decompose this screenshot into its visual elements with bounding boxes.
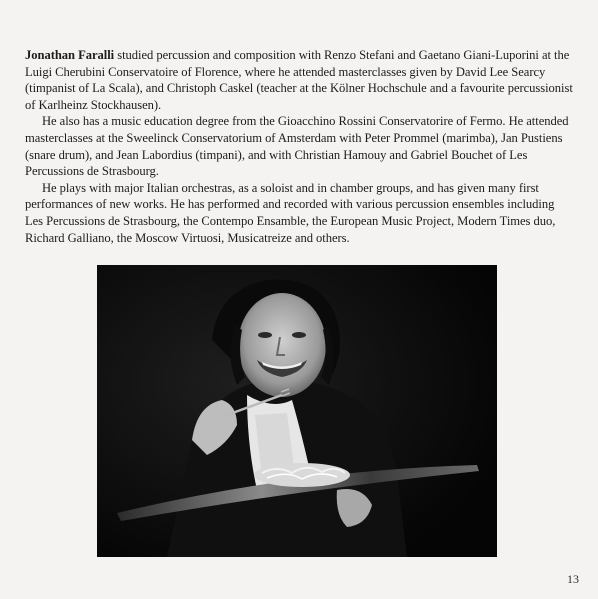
photo-illustration — [97, 265, 497, 557]
artist-name: Jonathan Faralli — [25, 48, 115, 62]
biography-text — [25, 47, 573, 246]
bio-paragraph-1-text: studied percussion and composition with Renzo Stefani and Gaetano Giani-Luporini at the Luigi Cherubini Conservatoire of Florence, where he attended masterclasses given by David Lee Searcy (timpanist of La Scala), and Christoph Caskel (teacher at the Kölner Hochschule and a favourite percussionist of Karlheinz Stockhausen). — [25, 48, 573, 112]
bio-paragraph-1 — [25, 47, 573, 113]
bio-paragraph-2: He also has a music education degree from the Gioacchino Rossini Conservatorire of Fermo. He attended masterclasses at the Sweelinck Conservatorium of Amsterdam with Peter Prommel (marimba), Jan Pustiens (snare drum), and Jean Labordius (timpani), and with Christian Hamouy and Gabriel Bouchet of Les Percussions de Strasbourg. — [25, 114, 569, 179]
artist-photo — [97, 265, 497, 557]
bio-paragraph-3: He plays with major Italian orchestras, as a soloist and in chamber groups, and has given many first performances of new works. He has performed and recorded with various percussion ensembles including Les Percussions de Strasbourg, the Contempo Ensamble, the European Music Project, Modern Times duo, Richard Galliano, the Moscow Virtuosi, Musicatreize and others. — [25, 180, 556, 245]
page-number: 13 — [567, 572, 579, 586]
